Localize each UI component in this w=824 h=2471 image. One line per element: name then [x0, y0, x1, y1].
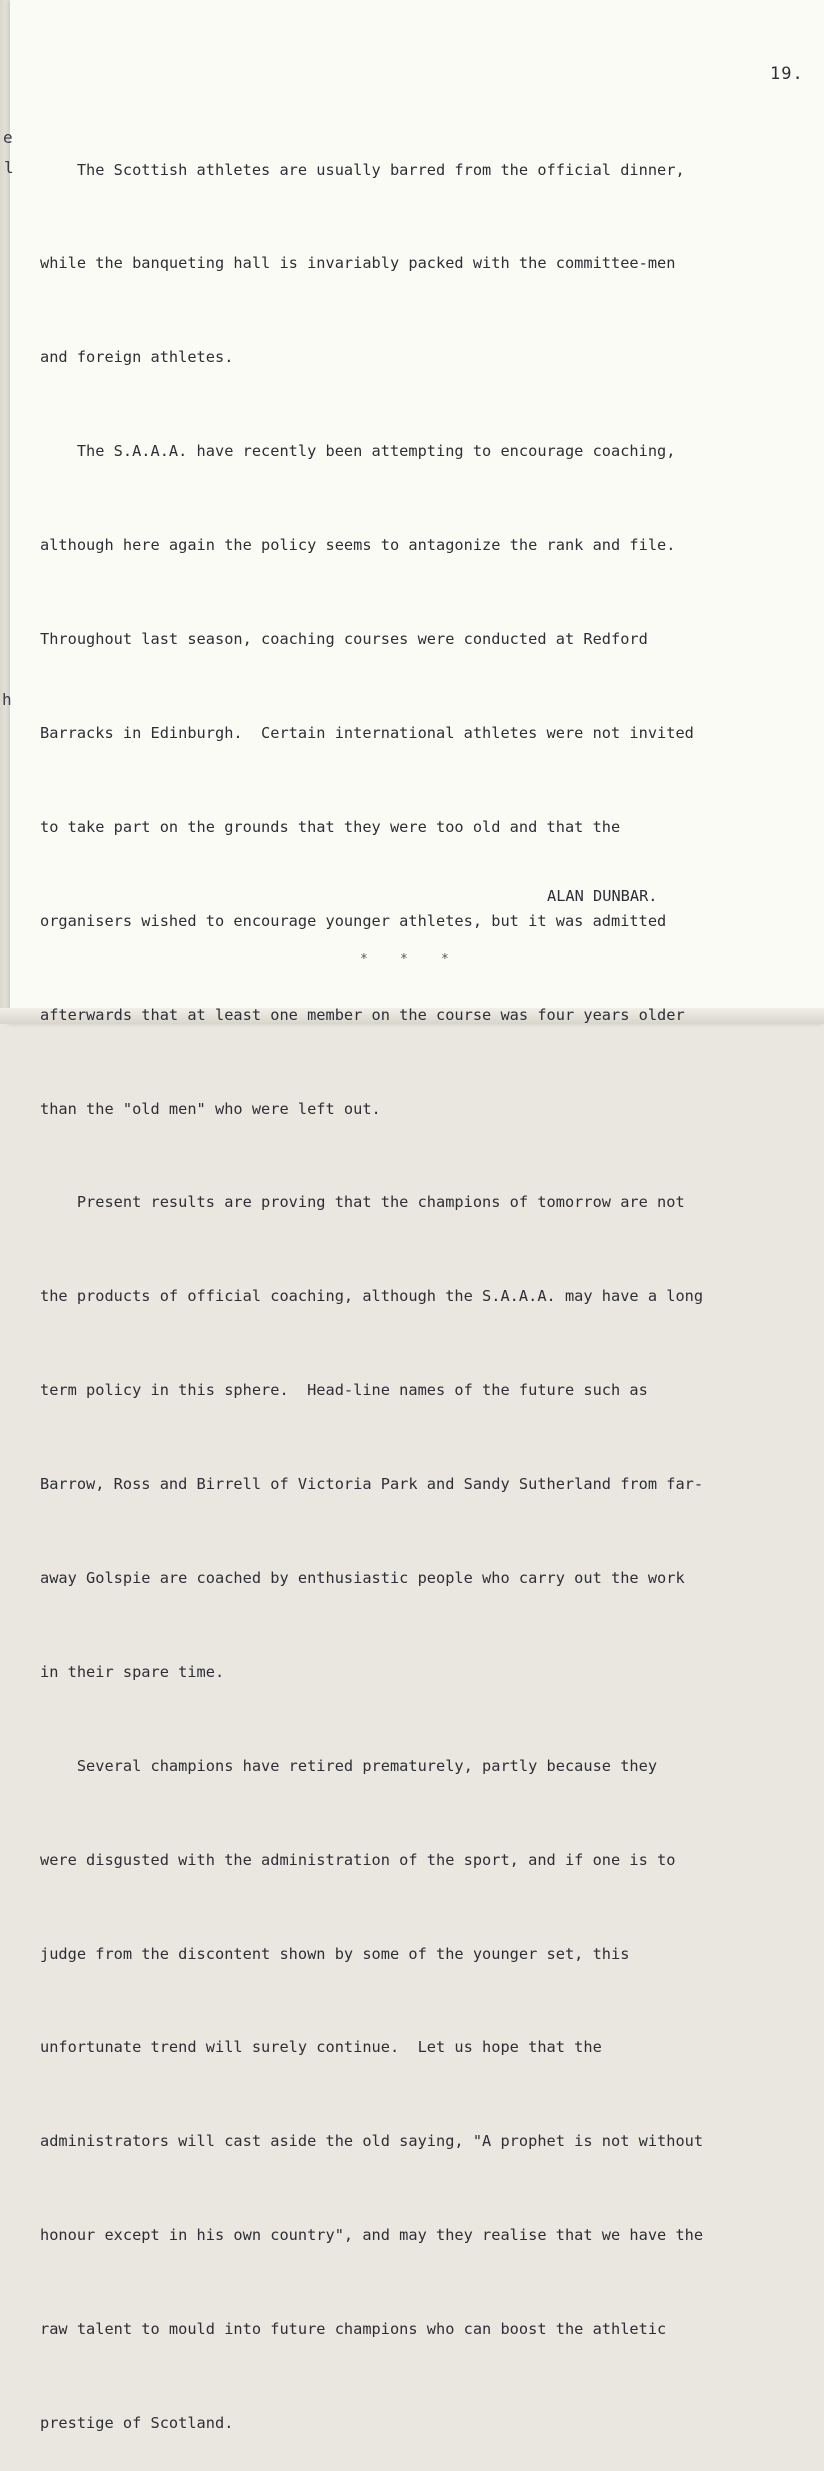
text-line: administrators will cast aside the old saying, "A prophet is not without [40, 2132, 704, 2151]
text-line: Barrow, Ross and Birrell of Victoria Park and Sandy Sutherland from far- [40, 1475, 704, 1494]
text-line: while the banqueting hall is invariably packed with the committee-men [40, 254, 676, 273]
text-line: The S.A.A.A. have recently been attempting to encourage coaching, [40, 442, 676, 461]
text-line: although here again the policy seems to antagonize the rank and file. [40, 536, 676, 555]
text-line: raw talent to mould into future champions who can boost the athletic [40, 2320, 667, 2339]
text-line: to take part on the grounds that they were too old and that the [40, 817, 621, 836]
text-line: Present results are proving that the champions of tomorrow are not [40, 1193, 685, 1212]
text-line: in their spare time. [40, 1662, 225, 1681]
text-line: organisers wished to encourage younger athletes, but it was admitted [40, 911, 667, 930]
author-signature: ALAN DUNBAR. [547, 887, 658, 905]
margin-bleed-char: e [3, 128, 13, 147]
text-line: Barracks in Edinburgh. Certain international athletes were not invited [40, 723, 694, 742]
asterisk-ornament: * [441, 952, 449, 967]
text-line: and foreign athletes. [40, 348, 234, 367]
text-line: prestige of Scotland. [40, 2413, 234, 2432]
text-line: away Golspie are coached by enthusiastic people who carry out the work [40, 1568, 685, 1587]
text-line: than the "old men" who were left out. [40, 1099, 381, 1118]
text-line: unfortunate trend will surely continue. Let us hope that the [40, 2038, 602, 2057]
text-line: The Scottish athletes are usually barred from the official dinner, [40, 160, 685, 179]
article-body [40, 92, 810, 2471]
text-line: Several champions have retired prematurely, partly because they [40, 1756, 658, 1775]
text-line: Throughout last season, coaching courses were conducted at Redford [40, 630, 648, 649]
asterisk-ornament: * [360, 952, 368, 967]
margin-bleed-char: l [4, 158, 14, 177]
margin-bleed-char: h [2, 690, 12, 709]
text-line: term policy in this sphere. Head-line names of the future such as [40, 1381, 648, 1400]
text-line: the products of official coaching, although the S.A.A.A. may have a long [40, 1287, 704, 1306]
text-line: honour except in his own country", and may they realise that we have the [40, 2226, 704, 2245]
page-number: 19. [770, 64, 804, 84]
asterisk-ornament: * [400, 952, 408, 967]
text-line: judge from the discontent shown by some of the younger set, this [40, 1944, 630, 1963]
text-line: were disgusted with the administration of the sport, and if one is to [40, 1850, 676, 1869]
sheet-edge [0, 0, 10, 1024]
text-line: afterwards that at least one member on the course was four years older [40, 1005, 685, 1024]
